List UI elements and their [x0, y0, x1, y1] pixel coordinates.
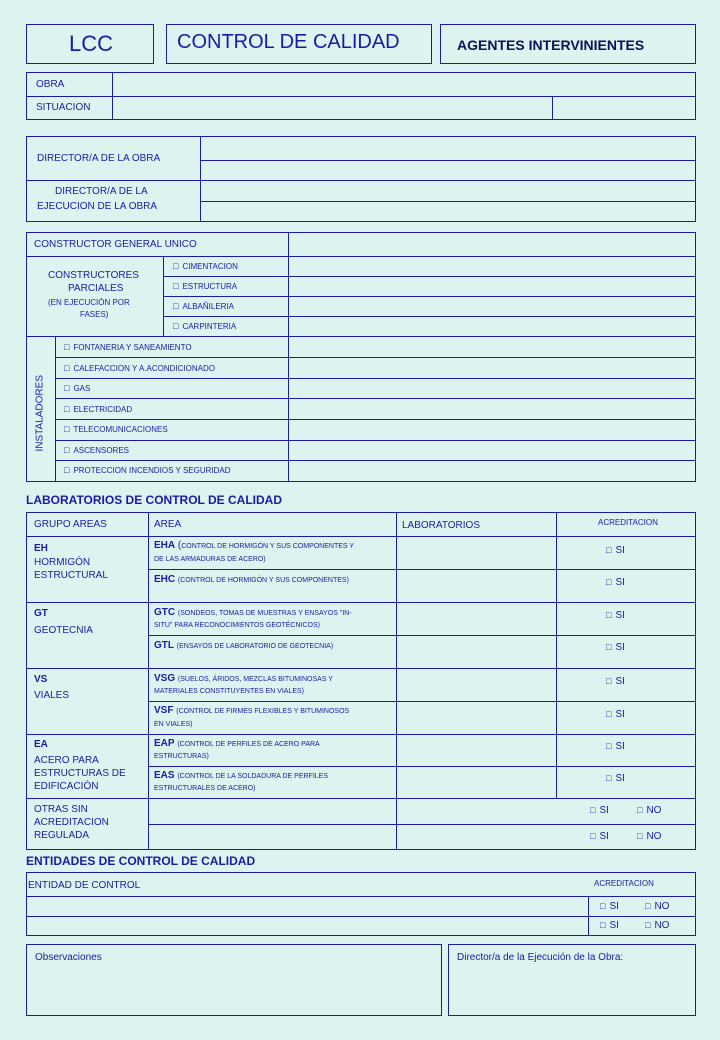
group-vs-code: VS: [34, 674, 48, 685]
acreditacion-si-gtl[interactable]: □ SI: [606, 642, 625, 653]
group-ea-name-2: ESTRUCTURAS DE: [34, 768, 126, 779]
acreditacion-si-vsf[interactable]: □ SI: [606, 709, 625, 720]
header-area: AREA: [154, 519, 182, 530]
area-vsf: VSF (CONTROL DE FIRMES FLEXIBLES Y BITUMINOSOS: [154, 705, 350, 716]
inst-telecomunicaciones[interactable]: □ TELECOMUNICACIONES: [64, 424, 168, 434]
area-vsf-desc-2: EN VIALES): [154, 721, 193, 728]
area-vsg: VSG (SUELOS, ÁRIDOS, MEZCLAS BITUMINOSAS Y: [154, 673, 333, 684]
group-eh-name-1: HORMIGÓN: [34, 557, 91, 568]
obra-label: OBRA: [36, 79, 65, 90]
acreditacion-si-eha[interactable]: □ SI: [606, 545, 625, 556]
area-gtc: GTC (SONDEOS, TOMAS DE MUESTRAS Y ENSAYOS "IN-: [154, 607, 352, 618]
acreditacion-si-eap[interactable]: □ SI: [606, 741, 625, 752]
group-ea-name-1: ACERO PARA: [34, 755, 99, 766]
observaciones-box[interactable]: [26, 944, 442, 1016]
constructor-general-label: CONSTRUCTOR GENERAL UNICO: [34, 239, 197, 250]
group-gt-name-1: GEOTECNIA: [34, 625, 93, 636]
entidades-acreditacion-label: ACREDITACION: [594, 879, 654, 888]
acreditacion-si-vsg[interactable]: □ SI: [606, 676, 625, 687]
laboratorios-section-title: LABORATORIOS DE CONTROL DE CALIDAD: [26, 493, 283, 507]
inst-electricidad[interactable]: □ ELECTRICIDAD: [64, 404, 132, 414]
entidad-control-label: ENTIDAD DE CONTROL: [28, 880, 141, 891]
parciales-label-2: PARCIALES: [68, 283, 124, 294]
page-subtitle: AGENTES INTERVINIENTES: [457, 37, 645, 53]
area-eap: EAP (CONTROL DE PERFILES DE ACERO PARA: [154, 738, 320, 749]
entidad-2-si[interactable]: □ SI: [600, 920, 619, 931]
area-eha-desc-2: DE LAS ARMADURAS DE ACERO): [154, 556, 266, 563]
entidad-1-si[interactable]: □ SI: [600, 901, 619, 912]
group-gt-code: GT: [34, 608, 48, 619]
group-ea-name-3: EDIFICACIÓN: [34, 781, 99, 792]
entidad-2-no[interactable]: □ NO: [645, 920, 669, 931]
area-gtl: GTL (ENSAYOS DE LABORATORIO DE GEOTECNIA): [154, 640, 334, 651]
group-vs-name-1: VIALES: [34, 690, 70, 701]
area-gtc-desc-2: SITU" PARA RECONOCIMIENTOS GEOTÉCNICOS): [154, 622, 320, 629]
laboratorios-table: [26, 512, 696, 850]
parcial-estructura[interactable]: □ ESTRUCTURA: [173, 281, 237, 291]
otras-label-3: REGULADA: [34, 830, 90, 841]
otras-1-no[interactable]: □ NO: [637, 805, 661, 816]
area-eap-desc-2: ESTRUCTURAS): [154, 753, 209, 760]
header-grupo-areas: GRUPO AREAS: [34, 519, 107, 530]
group-ea-code: EA: [34, 739, 48, 750]
otras-1-si[interactable]: □ SI: [590, 805, 609, 816]
otras-label-1: OTRAS SIN: [34, 804, 88, 815]
area-eas: EAS (CONTROL DE LA SOLDADURA DE PERFILES: [154, 770, 329, 781]
director-ejecucion-label-2: EJECUCION DE LA OBRA: [37, 201, 158, 212]
acreditacion-si-eas[interactable]: □ SI: [606, 773, 625, 784]
acreditacion-si-gtc[interactable]: □ SI: [606, 610, 625, 621]
inst-ascensores[interactable]: □ ASCENSORES: [64, 445, 129, 455]
header-laboratorios: LABORATORIOS: [402, 520, 480, 531]
parcial-carpinteria[interactable]: □ CARPINTERIA: [173, 321, 236, 331]
inst-calefaccion[interactable]: □ CALEFACCION Y A.ACONDICIONADO: [64, 363, 215, 373]
header-acreditacion: ACREDITACION: [598, 518, 658, 527]
inst-proteccion[interactable]: □ PROTECCION INCENDIOS Y SEGURIDAD: [64, 465, 231, 475]
entidad-1-no[interactable]: □ NO: [645, 901, 669, 912]
firma-box[interactable]: [448, 944, 696, 1016]
area-eha: EHA (CONTROL DE HORMIGÓN Y SUS COMPONENTES Y: [154, 540, 355, 551]
situacion-field[interactable]: [114, 98, 550, 118]
subtitle-box: [440, 24, 696, 64]
parcial-albanileria[interactable]: □ ALBAÑILERIA: [173, 301, 234, 311]
logo-text: LCC: [69, 31, 114, 56]
area-eas-desc-2: ESTRUCTURALES DE ACERO): [154, 785, 256, 792]
group-eh-code: EH: [34, 543, 48, 554]
inst-fontaneria[interactable]: □ FONTANERIA Y SANEAMIENTO: [64, 342, 192, 352]
otras-2-no[interactable]: □ NO: [637, 831, 661, 842]
situacion-label: SITUACION: [36, 102, 91, 113]
director-obra-label: DIRECTOR/A DE LA OBRA: [37, 153, 161, 164]
obra-field[interactable]: [114, 74, 694, 94]
parcial-cimentacion[interactable]: □ CIMENTACION: [173, 261, 238, 271]
parciales-label-3: (EN EJECUCIÓN POR: [48, 298, 130, 307]
acreditacion-si-ehc[interactable]: □ SI: [606, 577, 625, 588]
page-title: CONTROL DE CALIDAD: [177, 31, 400, 53]
logo-box: [26, 24, 154, 64]
area-ehc: EHC (CONTROL DE HORMIGÓN Y SUS COMPONENTES): [154, 574, 349, 585]
area-vsg-desc-2: MATERIALES CONSTITUYENTES EN VIALES): [154, 688, 305, 695]
director-ejecucion-label-1: DIRECTOR/A DE LA: [55, 186, 148, 197]
group-eh-name-2: ESTRUCTURAL: [34, 570, 108, 581]
firma-label: Director/a de la Ejecución de la Obra:: [457, 952, 624, 963]
instaladores-label: INSTALADORES: [34, 375, 46, 452]
otras-label-2: ACREDITACION: [34, 817, 109, 828]
title-box: [166, 24, 432, 64]
parciales-label-1: CONSTRUCTORES: [48, 270, 139, 281]
observaciones-label: Observaciones: [35, 952, 102, 963]
otras-2-si[interactable]: □ SI: [590, 831, 609, 842]
parciales-label-4: FASES): [80, 310, 109, 319]
inst-gas[interactable]: □ GAS: [64, 383, 90, 393]
entidades-section-title: ENTIDADES DE CONTROL DE CALIDAD: [26, 854, 256, 868]
